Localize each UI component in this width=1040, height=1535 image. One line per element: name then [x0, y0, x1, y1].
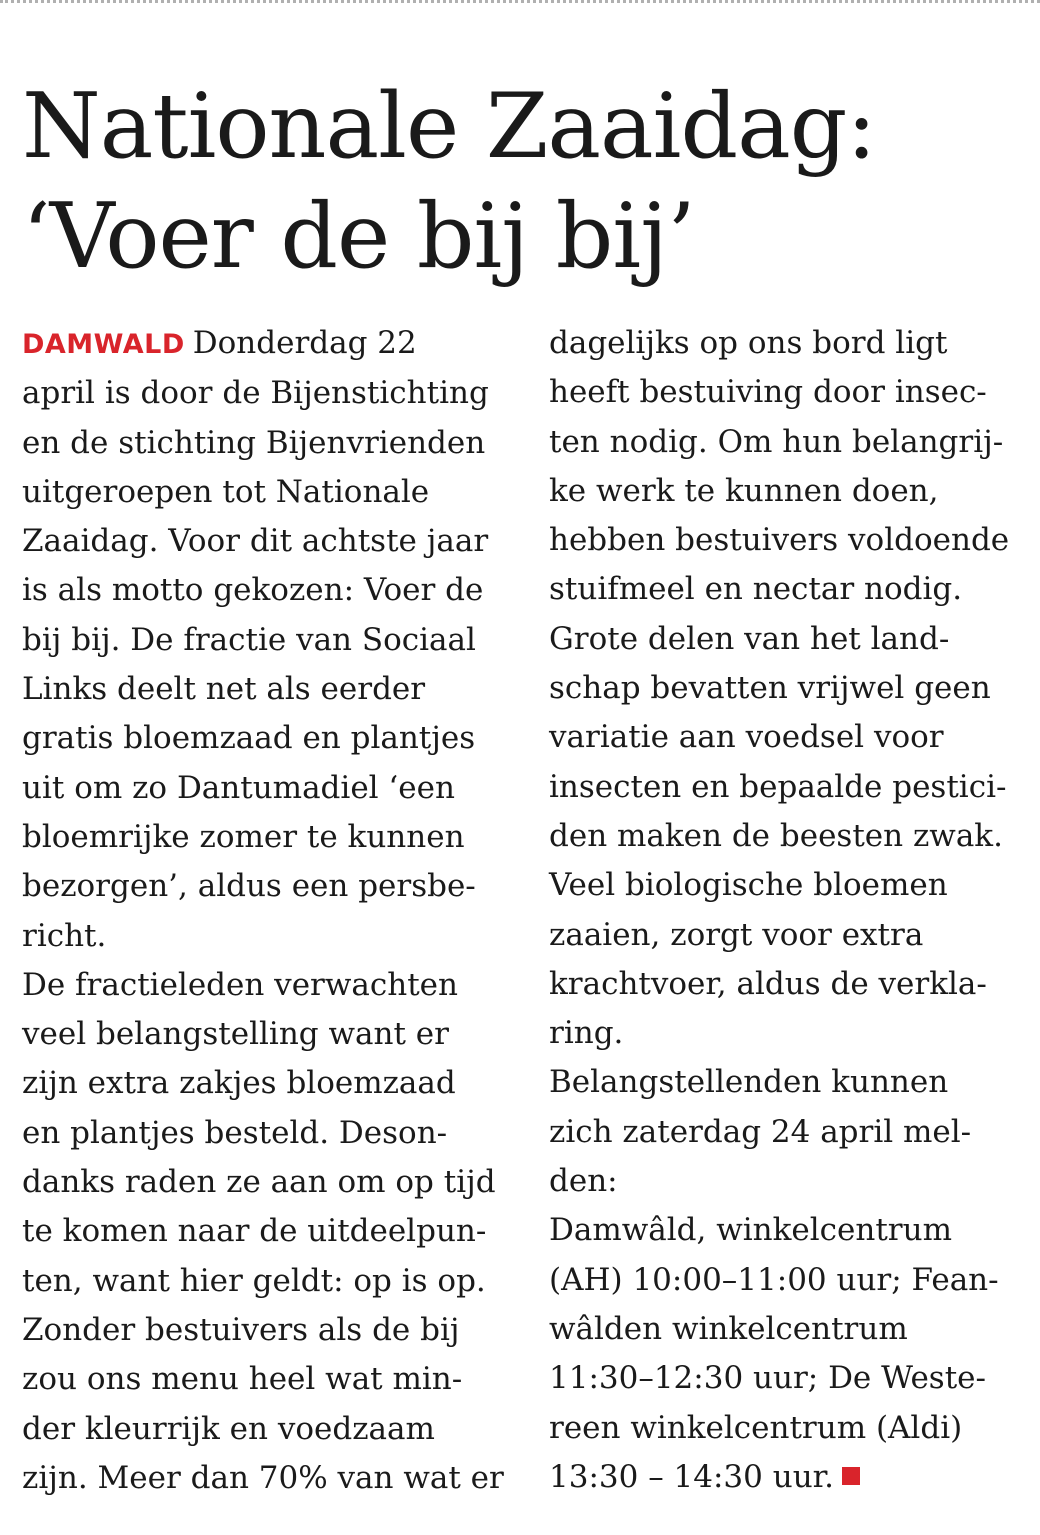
body-line: Zaaidag. Voor dit achtste jaar	[22, 523, 489, 560]
body-line	[22, 319, 522, 369]
body-line: 11:30–12:30 uur; De Weste-	[549, 1360, 986, 1397]
body-line: dagelijks op ons bord ligt	[549, 325, 948, 361]
top-dotted-rule	[0, 0, 1040, 6]
body-line: Zonder bestuivers als de bij	[22, 1311, 460, 1348]
article-column-right	[549, 319, 1024, 1502]
body-line: zich zaterdag 24 april mel-	[549, 1113, 972, 1150]
body-line: variatie aan voedsel voor	[549, 719, 944, 756]
body-line: De fractieleden verwachten	[22, 966, 458, 1003]
body-line: Belangstellenden kunnen	[549, 1064, 949, 1101]
body-line: is als motto gekozen: Voer de	[22, 572, 484, 609]
body-line: zijn. Meer dan 70% van wat er	[22, 1459, 504, 1496]
body-line: ke werk te kunnen doen,	[549, 472, 939, 509]
body-line: den maken de beesten zwak.	[549, 817, 1003, 854]
body-line: april is door de Bijenstichting	[22, 375, 489, 412]
body-line: danks raden ze aan om op tijd	[22, 1164, 496, 1201]
headline-line-1: Nationale Zaaidag:	[22, 74, 876, 179]
body-line: zijn extra zakjes bloemzaad	[22, 1065, 456, 1102]
body-line: bloemrijke zomer te kunnen	[22, 818, 465, 855]
body-line: zaaien, zorgt voor extra	[549, 916, 924, 953]
body-line: Grote delen van het land-	[549, 620, 950, 657]
body-line: en plantjes besteld. Deson-	[22, 1114, 448, 1151]
body-line: ten nodig. Om hun belangrij-	[549, 423, 1004, 460]
body-line: ring.	[549, 1015, 624, 1052]
body-line: Damwâld, winkelcentrum	[549, 1212, 952, 1249]
body-line: den:	[549, 1163, 618, 1200]
body-line: reen winkelcentrum (Aldi)	[549, 1409, 963, 1446]
body-line-last	[549, 1453, 1024, 1502]
body-line: stuifmeel en nectar nodig.	[549, 571, 963, 608]
body-line: en de stichting Bijenvrienden	[22, 424, 486, 461]
headline-line-2: ‘Voer de bij bij’	[22, 184, 695, 289]
body-line: bezorgen’, aldus een persbe-	[22, 868, 476, 905]
body-line: heeft bestuiving door insec-	[549, 374, 987, 411]
body-line: zou ons menu heel wat min-	[22, 1361, 463, 1398]
body-line: der kleurrijk en voedzaam	[22, 1410, 435, 1447]
body-line: ten, want hier geldt: op is op.	[22, 1262, 486, 1299]
body-line: bij bij. De fractie van Sociaal	[22, 621, 476, 658]
body-line: Links deelt net als eerder	[22, 671, 426, 708]
body-line: uit om zo Dantumadiel ‘een	[22, 769, 455, 806]
body-line: wâlden winkelcentrum	[549, 1310, 908, 1347]
body-line: Veel biologische bloemen	[549, 867, 948, 904]
body-line: richt.	[22, 917, 107, 954]
body-line: insecten en bepaalde pestici-	[549, 768, 1007, 805]
body-line: (AH) 10:00–11:00 uur; Fean-	[549, 1261, 999, 1298]
headline	[22, 72, 1022, 292]
body-line: uitgeroepen tot Nationale	[22, 473, 430, 510]
article-column-left	[22, 319, 522, 1503]
dateline: DAMWALD	[22, 329, 185, 360]
body-line: gratis bloemzaad en plantjes	[22, 720, 476, 757]
body-line: krachtvoer, aldus de verkla-	[549, 965, 987, 1002]
body-line-text: Donderdag 22	[192, 325, 417, 361]
body-line: schap bevatten vrijwel geen	[549, 670, 991, 707]
end-of-article-square-icon	[842, 1467, 860, 1485]
body-line: veel belangstelling want er	[22, 1016, 449, 1053]
body-line: te komen naar de uitdeelpun-	[22, 1213, 487, 1250]
body-line: hebben bestuivers voldoende	[549, 522, 1010, 559]
body-line-text: 13:30 – 14:30 uur.	[549, 1458, 834, 1495]
